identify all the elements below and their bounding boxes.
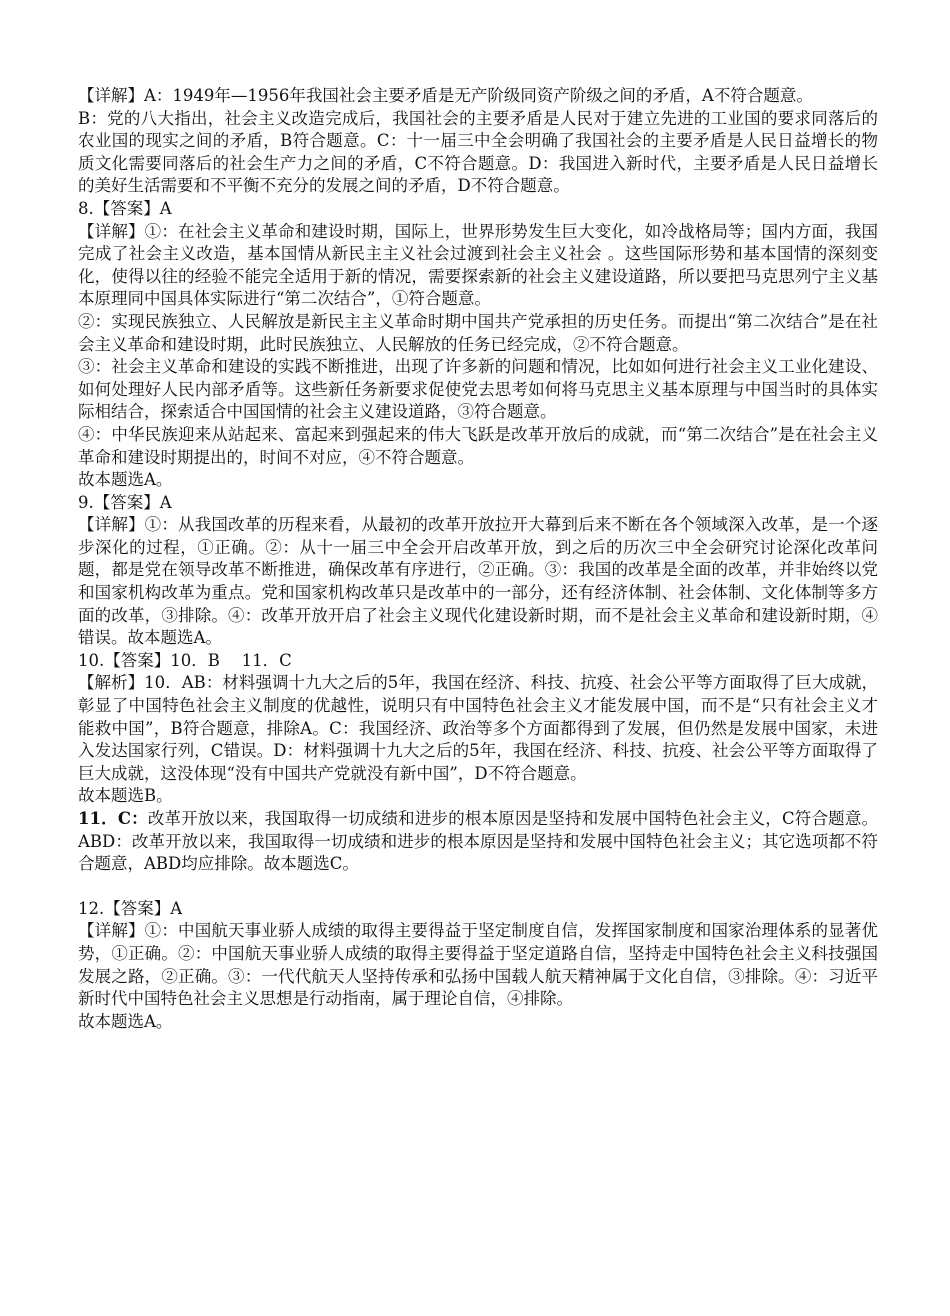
paragraph-q10-analysis: 【解析】10．AB：材料强调十九大之后的5年，我国在经济、科技、抗疫、社会公平等方面取得了巨大成就，彰显了中国特色社会主义制度的优越性，说明只有中国特色社会主义才能发展中国，而不是“只有社会主义才能救中国”，B符合题意，排除A。C：我国经济、政治等多个方面都得到了发展，但仍然是发展中国家，未进入发达国家行列，C错误。D：材料强调十九大之后的5年，我国在经济、科技、抗疫、社会公平等方面取得了巨大成就，这没体现“没有中国共产党就没有新中国”，D不符合题意。 — [78, 673, 878, 783]
q11-lead: 11．C： — [78, 809, 148, 828]
paragraph-q9-answer: 9.【答案】A — [78, 492, 172, 512]
paragraph-q7-detail-bcd: B：党的八大指出，社会主义改造完成后，我国社会的主要矛盾是人民对于建立先进的工业国的要求同落后的农业国的现实之间的矛盾，B符合题意。C：十一届三中全会明确了我国社会的主要矛盾是人民日益增长的物质文化需要同落后的社会生产力之间的矛盾，C不符合题意。D：我国进入新时代，主要矛盾是人民日益增长的美好生活需要和不平衡不充分的发展之间的矛盾，D不符合题意。 — [78, 108, 878, 196]
answer-document — [78, 85, 878, 1033]
q11-text: 改革开放以来，我国取得一切成绩和进步的根本原因是坚持和发展中国特色社会主义，C符合题意。ABD：改革开放以来，我国取得一切成绩和进步的根本原因是坚持和发展中国特色社会主义；其它选项都不符合题意，ABD均应排除。故本题选C。 — [78, 809, 879, 874]
paragraph-spacer — [78, 876, 878, 898]
paragraph-q8-detail-2: ②：实现民族独立、人民解放是新民主主义革命时期中国共产党承担的历史任务。而提出“第二次结合”是在社会主义革命和建设时期，此时民族独立、人民解放的任务已经完成，②不符合题意。 — [78, 311, 878, 354]
paragraph-q12-conclusion: 故本题选A。 — [78, 1011, 173, 1031]
paragraph-q12-answer: 12.【答案】A — [78, 898, 183, 918]
paragraph-q8-answer: 8.【答案】A — [78, 198, 172, 218]
paragraph-q12-detail: 【详解】①：中国航天事业骄人成绩的取得主要得益于坚定制度自信，发挥国家制度和国家治理体系的显著优势，①正确。②：中国航天事业骄人成绩的取得主要得益于坚定道路自信，坚持走中国特色社会主义科技强国发展之路，②正确。③：一代代航天人坚持传承和弘扬中国载人航天精神属于文化自信，③排除。④：习近平新时代中国特色社会主义思想是行动指南，属于理论自信，④排除。 — [78, 921, 878, 1009]
paragraph-q9-detail: 【详解】①：从我国改革的历程来看，从最初的改革开放拉开大幕到后来不断在各个领域深入改革，是一个逐步深化的过程，①正确。②：从十一届三中全会开启改革开放，到之后的历次三中全会研究讨论深化改革问题，都是党在领导改革不断推进，确保改革有序进行，②正确。③：我国的改革是全面的改革，并非始终以党和国家机构改革为重点。党和国家机构改革只是改革中的一部分，还有经济体制、社会体制、文化体制等多方面的改革，③排除。④：改革开放开启了社会主义现代化建设新时期，而不是社会主义革命和建设新时期，④错误。故本题选A。 — [78, 515, 878, 648]
paragraph-q10-conclusion: 故本题选B。 — [78, 786, 173, 806]
paragraph-q8-detail-4: ④：中华民族迎来从站起来、富起来到强起来的伟大飞跃是改革开放后的成就，而“第二次结合”是在社会主义革命和建设时期提出的，时间不对应，④不符合题意。 — [78, 424, 878, 467]
paragraph-q7-detail-a: 【详解】A：1949年—1956年我国社会主要矛盾是无产阶级同资产阶级之间的矛盾，A不符合题意。 — [78, 86, 813, 105]
paragraph-q8-detail-3: ③：社会主义革命和建设的实践不断推进，出现了许多新的问题和情况，比如如何进行社会主义工业化建设、如何处理好人民内部矛盾等。这些新任务新要求促使党去思考如何将马克思主义基本原理与中国当时的具体实际相结合，探索适合中国国情的社会主义建设道路，③符合题意。 — [78, 357, 878, 422]
paragraph-q8-conclusion: 故本题选A。 — [78, 470, 173, 490]
paragraph-q10-answer: 10.【答案】10．B 11．C — [78, 650, 292, 670]
paragraph-q8-detail-1: 【详解】①：在社会主义革命和建设时期，国际上，世界形势发生巨大变化，如冷战格局等；国内方面，我国完成了社会主义改造，基本国情从新民主主义社会过渡到社会主义社会 。这些国际形势和基本国情的深刻变化，使得以往的经验不能完全适用于新的情况，需要探索新的社会主义建设道路，所以要把马克思列宁主义基本原理同中国具体实际进行“第二次结合”，①符合题意。 — [78, 221, 878, 309]
paragraph-q11-analysis — [78, 808, 878, 876]
